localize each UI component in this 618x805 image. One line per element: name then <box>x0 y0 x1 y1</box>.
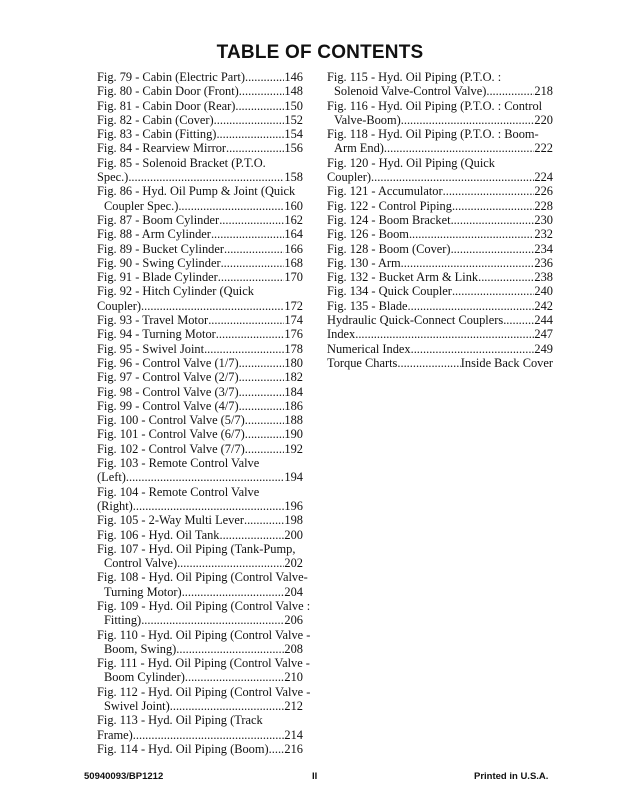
toc-page-number: 172 <box>284 298 303 313</box>
toc-leader-dots <box>141 613 284 627</box>
toc-page-number: 162 <box>284 212 303 227</box>
toc-leader-dots <box>214 113 285 127</box>
toc-leader-dots <box>141 299 284 313</box>
toc-page-number: 242 <box>534 298 553 313</box>
toc-page-number: 202 <box>284 556 303 571</box>
toc-entry[interactable] <box>97 127 303 141</box>
page-title: TABLE OF CONTENTS <box>216 42 424 63</box>
toc-entry-text: Fig. 135 - Blade <box>327 298 408 313</box>
toc-entry[interactable] <box>97 70 303 84</box>
toc-entry[interactable] <box>97 84 303 98</box>
toc-entry-text: Fig. 108 - Hyd. Oil Piping (Control Valve- <box>97 570 308 585</box>
toc-leader-dots <box>245 442 285 456</box>
toc-entry[interactable] <box>97 742 303 756</box>
toc-entry-text: Fig. 116 - Hyd. Oil Piping (P.T.O. : Control <box>327 98 543 113</box>
toc-leader-dots <box>239 399 285 413</box>
toc-leader-dots <box>486 84 534 98</box>
toc-entry[interactable] <box>327 184 553 198</box>
toc-entry-text: Fig. 98 - Control Valve (3/7) <box>97 384 239 399</box>
toc-entry-text: Coupler) <box>327 170 372 185</box>
toc-entry[interactable] <box>97 370 303 384</box>
toc-leader-dots <box>185 670 285 684</box>
toc-entry-text: Fig. 104 - Remote Control Valve <box>97 484 260 499</box>
toc-page-number: 180 <box>284 355 303 370</box>
toc-entry-text: Fig. 94 - Turning Motor <box>97 327 216 342</box>
toc-leader-dots <box>451 242 535 256</box>
toc-entry-text: Fig. 93 - Travel Motor <box>97 313 209 328</box>
toc-leader-dots <box>452 284 534 298</box>
toc-entry[interactable] <box>97 427 303 441</box>
toc-page-number: 214 <box>284 727 303 742</box>
toc-leader-dots <box>239 385 285 399</box>
toc-entry-text: Frame) <box>97 727 133 742</box>
toc-entry-text: Valve-Boom) <box>334 112 401 127</box>
toc-leader-dots <box>503 313 534 327</box>
toc-entry-text: Fig. 83 - Cabin (Fitting) <box>97 127 217 142</box>
toc-leader-dots <box>478 270 534 284</box>
toc-leader-dots <box>239 84 285 98</box>
toc-entry[interactable] <box>97 528 303 542</box>
toc-leader-dots <box>170 699 285 713</box>
toc-entry-text: Fig. 99 - Control Valve (4/7) <box>97 398 239 413</box>
toc-entry[interactable] <box>97 356 303 370</box>
toc-page-number: 200 <box>284 527 303 542</box>
toc-entry[interactable] <box>327 256 553 270</box>
toc-entry-text: Fig. 92 - Hitch Cylinder (Quick <box>97 284 254 299</box>
toc-page-number: 174 <box>284 313 303 328</box>
toc-entry-text: Fig. 111 - Hyd. Oil Piping (Control Valve - <box>97 656 310 671</box>
toc-entry[interactable] <box>97 442 303 456</box>
toc-entry[interactable] <box>97 627 311 657</box>
toc-page-number: 238 <box>534 270 553 285</box>
toc-leader-dots <box>221 256 285 270</box>
toc-page-number: 176 <box>284 327 303 342</box>
toc-page-number: 247 <box>534 327 553 342</box>
toc-entry[interactable] <box>327 342 553 356</box>
toc-page-number: 212 <box>284 699 303 714</box>
toc-page-number: 216 <box>284 741 303 756</box>
toc-entry-text: Fig. 110 - Hyd. Oil Piping (Control Valve - <box>97 627 311 642</box>
toc-entry-text: Fig. 89 - Bucket Cylinder <box>97 241 224 256</box>
toc-leader-dots <box>219 213 284 227</box>
toc-page-number: 249 <box>534 341 553 356</box>
toc-entry-text: Fig. 96 - Control Valve (1/7) <box>97 355 239 370</box>
toc-page-number: 234 <box>534 241 553 256</box>
toc-entry-text: Fig. 81 - Cabin Door (Rear) <box>97 98 236 113</box>
toc-entry[interactable] <box>327 299 553 313</box>
toc-page-number: 182 <box>284 370 303 385</box>
toc-entry[interactable] <box>97 713 303 742</box>
toc-entry[interactable] <box>97 327 303 341</box>
toc-entry[interactable] <box>97 113 303 127</box>
toc-entry-text: Fig. 102 - Control Valve (7/7) <box>97 441 245 456</box>
toc-leader-dots <box>411 342 535 356</box>
toc-leader-dots <box>244 513 284 527</box>
toc-entry[interactable] <box>97 141 303 155</box>
toc-leader-dots <box>182 585 285 599</box>
toc-entry-text: Fig. 112 - Hyd. Oil Piping (Control Valve - <box>97 684 311 699</box>
toc-left-column <box>97 70 311 756</box>
toc-entry-text: Fig. 114 - Hyd. Oil Piping (Boom) <box>97 741 269 756</box>
toc-entry-text: Fig. 107 - Hyd. Oil Piping (Tank-Pump, <box>97 541 296 556</box>
toc-page-number: 222 <box>534 141 553 156</box>
toc-leader-dots <box>133 728 285 742</box>
toc-entry-text: Boom Cylinder) <box>104 670 185 685</box>
toc-page-number: 240 <box>534 284 553 299</box>
toc-leader-dots <box>452 199 534 213</box>
toc-entry[interactable] <box>97 385 303 399</box>
toc-entry-text: Fig. 82 - Cabin (Cover) <box>97 112 214 127</box>
toc-entry[interactable] <box>97 598 311 628</box>
toc-entry[interactable] <box>97 242 303 256</box>
toc-entry[interactable] <box>327 156 553 185</box>
toc-entry[interactable] <box>327 327 553 341</box>
toc-entry-text: Fig. 88 - Arm Cylinder <box>97 227 211 242</box>
toc-leader-dots <box>409 227 534 241</box>
toc-entry[interactable] <box>97 413 303 427</box>
toc-leader-dots <box>176 642 284 656</box>
toc-entry-text: Fig. 113 - Hyd. Oil Piping (Track <box>97 713 263 728</box>
toc-entry-text: Fig. 128 - Boom (Cover) <box>327 241 451 256</box>
toc-entry-text: Arm End) <box>334 141 384 156</box>
toc-entry[interactable] <box>97 313 303 327</box>
toc-entry[interactable] <box>97 184 303 213</box>
toc-leader-dots <box>216 327 285 341</box>
toc-entry[interactable] <box>97 513 303 527</box>
toc-leader-dots <box>355 327 534 341</box>
toc-entry[interactable] <box>327 242 553 256</box>
toc-page-number: 164 <box>284 227 303 242</box>
toc-page-number: 228 <box>534 198 553 213</box>
toc-page-number: 204 <box>284 584 303 599</box>
toc-entry[interactable] <box>327 99 553 128</box>
toc-leader-dots <box>269 742 285 756</box>
toc-entry[interactable] <box>327 213 553 227</box>
toc-entry-text: Coupler) <box>97 298 142 313</box>
toc-right-column <box>327 70 553 370</box>
toc-entry-text: Fig. 87 - Boom Cylinder <box>97 212 220 227</box>
toc-page-number: 178 <box>284 341 303 356</box>
toc-entry-text: Control Valve) <box>104 556 178 571</box>
toc-entry[interactable] <box>327 127 553 156</box>
toc-page-number: 148 <box>284 84 303 99</box>
toc-leader-dots <box>177 556 284 570</box>
toc-page-number: 158 <box>284 170 303 185</box>
toc-entry-text: Swivel Joint) <box>104 699 170 714</box>
toc-page-number: 198 <box>284 513 303 528</box>
toc-entry[interactable] <box>97 156 303 185</box>
toc-page-number: 232 <box>534 227 553 242</box>
toc-entry-text: Fig. 130 - Arm <box>327 255 401 270</box>
toc-page-number: 226 <box>534 184 553 199</box>
toc-entry-text: (Right) <box>97 498 133 513</box>
toc-entry-text: Fig. 91 - Blade Cylinder <box>97 270 218 285</box>
toc-page-number: 156 <box>284 141 303 156</box>
toc-leader-dots <box>245 70 284 84</box>
toc-leader-dots <box>245 427 285 441</box>
toc-entry[interactable] <box>97 656 310 685</box>
toc-page-number: 146 <box>284 70 303 84</box>
toc-entry-text: Fig. 101 - Control Valve (6/7) <box>97 427 245 442</box>
toc-leader-dots <box>226 141 284 155</box>
toc-leader-dots <box>211 227 284 241</box>
footer-printed: Printed in U.S.A. <box>474 771 549 782</box>
toc-page-number: 152 <box>284 112 303 127</box>
toc-entry-text: Fig. 85 - Solenoid Bracket (P.T.O. <box>97 155 266 170</box>
toc-page-number: Inside Back Cover <box>460 355 553 370</box>
toc-entry-text: Hydraulic Quick-Connect Couplers <box>327 313 504 328</box>
toc-entry-text: Fig. 132 - Bucket Arm & Link <box>327 270 479 285</box>
toc-entry[interactable] <box>97 256 303 270</box>
toc-entry[interactable] <box>327 270 553 284</box>
toc-entry[interactable] <box>97 542 303 571</box>
toc-page-number: 160 <box>284 198 303 213</box>
toc-leader-dots <box>208 313 284 327</box>
toc-leader-dots <box>239 356 285 370</box>
toc-entry-text: Fig. 79 - Cabin (Electric Part) <box>97 70 245 84</box>
toc-leader-dots <box>218 270 285 284</box>
toc-leader-dots <box>133 499 285 513</box>
toc-entry[interactable] <box>97 213 303 227</box>
toc-entry-text: Fig. 95 - Swivel Joint <box>97 341 205 356</box>
toc-entry-text: Fitting) <box>104 613 142 628</box>
toc-page-number: 154 <box>284 127 303 142</box>
toc-entry-text: Fig. 90 - Swing Cylinder <box>97 255 221 270</box>
toc-entry-text: Fig. 86 - Hyd. Oil Pump & Joint (Quick <box>97 184 296 199</box>
toc-leader-dots <box>224 242 284 256</box>
toc-entry-text: Fig. 100 - Control Valve (5/7) <box>97 413 245 428</box>
toc-entry-text: Torque Charts <box>327 355 398 370</box>
toc-entry[interactable] <box>327 199 553 213</box>
toc-page-number: 206 <box>284 613 303 628</box>
toc-entry-text: Boom, Swing) <box>104 641 177 656</box>
toc-leader-dots <box>371 170 534 184</box>
toc-entry-text: Turning Motor) <box>104 584 182 599</box>
toc-entry[interactable] <box>327 70 553 99</box>
toc-leader-dots <box>216 127 284 141</box>
footer-doc-number: 50940093/BP1212 <box>84 771 164 782</box>
toc-leader-dots <box>451 213 535 227</box>
toc-entry[interactable] <box>97 284 303 313</box>
toc-entry-text: Fig. 124 - Boom Bracket <box>327 212 451 227</box>
toc-entry[interactable] <box>327 284 553 298</box>
toc-leader-dots <box>239 370 285 384</box>
toc-leader-dots <box>178 199 284 213</box>
toc-page-number: 196 <box>284 498 303 513</box>
toc-page-number: 208 <box>284 641 303 656</box>
toc-entry[interactable] <box>97 684 311 714</box>
toc-page-number: 150 <box>284 98 303 113</box>
toc-entry[interactable] <box>97 270 303 284</box>
footer-page-number: II <box>312 771 318 782</box>
toc-entry[interactable] <box>97 227 303 241</box>
toc-entry[interactable] <box>97 570 308 599</box>
toc-entry-text: Fig. 106 - Hyd. Oil Tank <box>97 527 220 542</box>
toc-entry-text: Fig. 84 - Rearview Mirror <box>97 141 227 156</box>
toc-leader-dots <box>397 356 460 370</box>
toc-entry-text: Coupler Spec.) <box>104 198 179 213</box>
toc-page-number: 244 <box>534 313 553 328</box>
toc-entry-text: Fig. 126 - Boom <box>327 227 409 242</box>
toc-leader-dots <box>219 528 284 542</box>
toc-page-number: 188 <box>284 413 303 428</box>
toc-leader-dots <box>408 299 535 313</box>
toc-page-number: 166 <box>284 241 303 256</box>
toc-entry-text: Fig. 120 - Hyd. Oil Piping (Quick <box>327 155 495 170</box>
toc-entry-text: Fig. 80 - Cabin Door (Front) <box>97 84 239 99</box>
toc-entry[interactable] <box>327 356 553 370</box>
toc-leader-dots <box>384 141 535 155</box>
toc-entry-text: Fig. 105 - 2-Way Multi Lever <box>97 513 244 528</box>
toc-leader-dots <box>401 113 535 127</box>
toc-page-number: 170 <box>284 270 303 285</box>
toc-entry[interactable] <box>97 99 303 113</box>
toc-page-number: 186 <box>284 398 303 413</box>
toc-page-number: 224 <box>534 170 553 185</box>
toc-page-number: 184 <box>284 384 303 399</box>
toc-page-number: 218 <box>534 84 553 99</box>
toc-entry-text: Fig. 134 - Quick Coupler <box>327 284 452 299</box>
toc-page-number: 236 <box>534 255 553 270</box>
toc-entry[interactable] <box>327 227 553 241</box>
toc-entry-text: Fig. 122 - Control Piping <box>327 198 452 213</box>
toc-leader-dots <box>235 99 284 113</box>
toc-page-number: 210 <box>284 670 303 685</box>
toc-leader-dots <box>401 256 535 270</box>
toc-entry[interactable] <box>97 485 303 514</box>
toc-entry[interactable] <box>97 342 303 356</box>
toc-entry[interactable] <box>97 456 303 485</box>
toc-leader-dots <box>204 342 284 356</box>
toc-leader-dots <box>443 184 535 198</box>
toc-page-number: 192 <box>284 441 303 456</box>
toc-entry-text: Fig. 115 - Hyd. Oil Piping (P.T.O. : <box>327 70 502 84</box>
toc-entry-text: Index <box>327 327 356 342</box>
toc-entry-text: Fig. 97 - Control Valve (2/7) <box>97 370 239 385</box>
toc-entry-text: Spec.) <box>97 170 129 185</box>
toc-leader-dots <box>128 170 284 184</box>
toc-entry-text: (Left) <box>97 470 126 485</box>
toc-entry-text: Solenoid Valve-Control Valve) <box>334 84 487 99</box>
toc-page-number: 194 <box>284 470 303 485</box>
toc-entry-text: Numerical Index <box>327 341 411 356</box>
toc-page-number: 230 <box>534 212 553 227</box>
toc-page-number: 220 <box>534 112 553 127</box>
toc-entry-text: Fig. 121 - Accumulator <box>327 184 443 199</box>
toc-entry[interactable] <box>327 313 553 327</box>
toc-page-number: 190 <box>284 427 303 442</box>
toc-entry[interactable] <box>97 399 303 413</box>
toc-leader-dots <box>245 413 285 427</box>
toc-entry-text: Fig. 109 - Hyd. Oil Piping (Control Valve : <box>97 598 311 613</box>
toc-entry-text: Fig. 103 - Remote Control Valve <box>97 456 260 471</box>
toc-leader-dots <box>126 470 285 484</box>
toc-entry-text: Fig. 118 - Hyd. Oil Piping (P.T.O. : Boom- <box>327 127 539 142</box>
toc-page-number: 168 <box>284 255 303 270</box>
